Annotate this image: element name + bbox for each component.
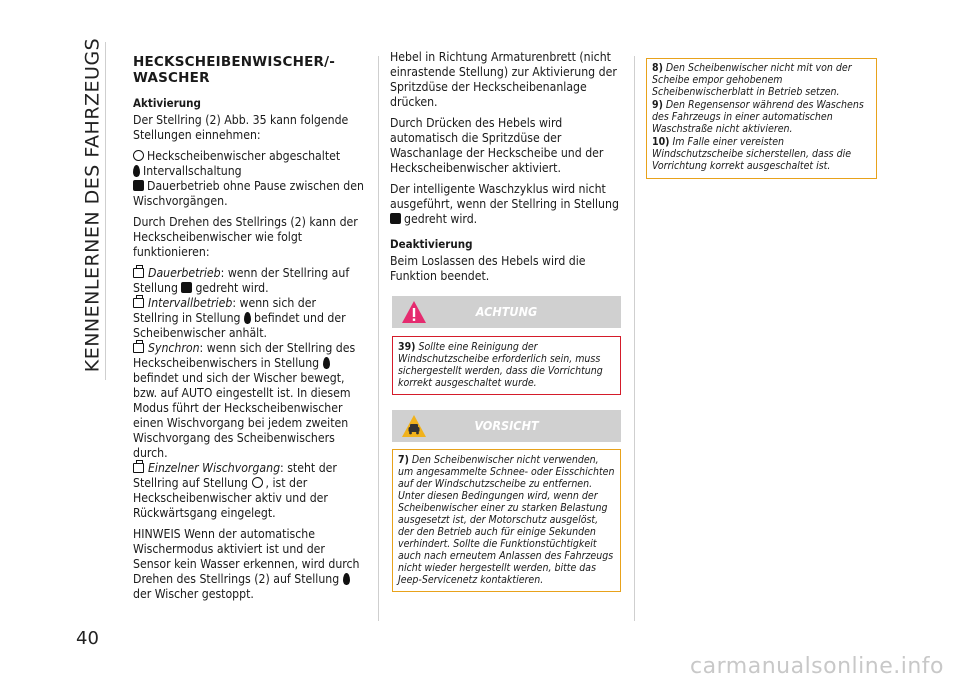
drop-interval-icon: [343, 573, 350, 585]
intro-text: Der Stellring (2) Abb. 35 kann folgende Stellungen einnehmen:: [133, 113, 349, 142]
press-text: Durch Drücken des Hebels wird automatisch die Spritzdüse der Waschanlage der Heckscheibe und der Heckscheibenwischer aktiviert.: [390, 116, 604, 175]
side-section-title: KENNENLERNEN DES FAHRZEUGS: [81, 37, 103, 373]
drop-interval-icon: [323, 357, 330, 369]
drop-interval-icon: [133, 165, 140, 177]
position-off-item: Heckscheibenwischer abgeschaltet: [133, 149, 365, 164]
hand-pointer-icon: [133, 463, 144, 473]
washcycle-text: Der intelligente Waschzyklus wird nicht ausgeführt, wenn der Stellring in Stellung gedreht wird.: [390, 182, 619, 226]
hand-pointer-icon: [133, 268, 144, 278]
circle-off-icon: [133, 150, 144, 161]
position-interval-item: Intervallschaltung: [133, 164, 365, 179]
notes-box: [646, 58, 877, 179]
note-9: 9) Den Regensensor während des Waschens des Fahrzeugs in einer automatischen Waschstraße nicht aktivieren.: [652, 99, 864, 135]
square-continuous-icon: [133, 180, 144, 191]
position-continuous-item: Dauerbetrieb ohne Pause zwischen den Wischvorgängen.: [133, 179, 364, 208]
column-divider: [634, 56, 635, 621]
subheading-aktivierung: Aktivierung: [133, 96, 201, 110]
lever-text: Hebel in Richtung Armaturenbrett (nicht einrastende Stellung) zur Aktivierung der Spritzdüse der Heckscheibenanlage drücken.: [390, 50, 617, 109]
subheading-deaktivierung: Deaktivierung: [390, 237, 473, 251]
watermark: carmanualsonline.info: [690, 654, 944, 679]
vorsicht-banner: [392, 410, 621, 442]
hinweis-text: HINWEIS Wenn der automatische Wischermodus aktiviert ist und der Sensor kein Wasser erkennen, wird durch Drehen des Stellrings (2) auf Stellung der Wischer gestoppt.: [133, 527, 360, 601]
dauerbetrieb-item: Dauerbetrieb: wenn der Stellring auf Stellung gedreht wird.: [133, 266, 350, 295]
section-heading: HECKSCHEIBENWISCHER/-WASCHER: [133, 54, 336, 86]
intervallbetrieb-item: Intervallbetrieb: wenn sich der Stellring in Stellung befindet und der Scheibenwischer anhält.: [133, 296, 346, 340]
einzelner-wischvorgang-item: Einzelner Wischvorgang: steht der Stellring auf Stellung , ist der Heckscheibenwischer aktiv und der Rückwärtsgang eingelegt.: [133, 461, 337, 520]
release-text: Beim Loslassen des Hebels wird die Funktion beendet.: [390, 254, 586, 283]
drop-interval-icon: [244, 312, 251, 324]
achtung-box: 39) Sollte eine Reinigung der Windschutzscheibe erforderlich sein, muss sichergestellt werden, dass die Vorrichtung korrekt ausgeschaltet wurde.: [392, 336, 621, 395]
square-continuous-icon: [390, 213, 401, 224]
column-2: [390, 50, 622, 290]
column-1: [133, 50, 365, 608]
circle-off-icon: [252, 477, 263, 488]
vorsicht-box: 7) Den Scheibenwischer nicht verwenden, um angesammelte Schnee- oder Eisschichten auf der Windschutzscheibe zu entfernen. Unter diesen Bedingungen wird, wenn der Scheibenwischer einer zu starken Belastung ausgesetzt ist, der Motorschutz ausgelöst, der den Betrieb auch für einige Sekunden verhindert. Sollte die Funktionstüchtigkeit auch nach erneutem Anlassen des Fahrzeugs nicht wieder hergestellt werden, bitte das Jeep-Servicenetz kontaktieren.: [392, 449, 621, 592]
hand-pointer-icon: [133, 298, 144, 308]
vorsicht-label: VORSICHT: [474, 418, 539, 433]
hand-pointer-icon: [133, 343, 144, 353]
synchron-item: Synchron: wenn sich der Stellring des Heckscheibenwischers in Stellung befindet und sich der Wischer bewegt, bzw. auf AUTO eingestellt ist. In diesem Modus führt der Heckscheibenwischer einen Wischvorgang bei jedem zweiten Wischvorgang des Scheibenwischers durch.: [133, 341, 356, 460]
page-number: 40: [76, 628, 99, 649]
note-8: 8) Den Scheibenwischer nicht mit von der Scheibe empor gehobenem Scheibenwischerblatt in Betrieb setzen.: [652, 62, 852, 98]
turning-text: Durch Drehen des Stellrings (2) kann der Heckscheibenwischer wie folgt funktionieren:: [133, 215, 358, 259]
achtung-banner: [392, 296, 621, 328]
square-continuous-icon: [181, 282, 192, 293]
column-divider: [378, 56, 379, 621]
side-divider: [105, 42, 106, 380]
note-10: 10) Im Falle einer vereisten Windschutzscheibe sicherstellen, dass die Vorrichtung korrekt ausgeschaltet ist.: [652, 136, 852, 172]
achtung-label: ACHTUNG: [475, 304, 538, 319]
